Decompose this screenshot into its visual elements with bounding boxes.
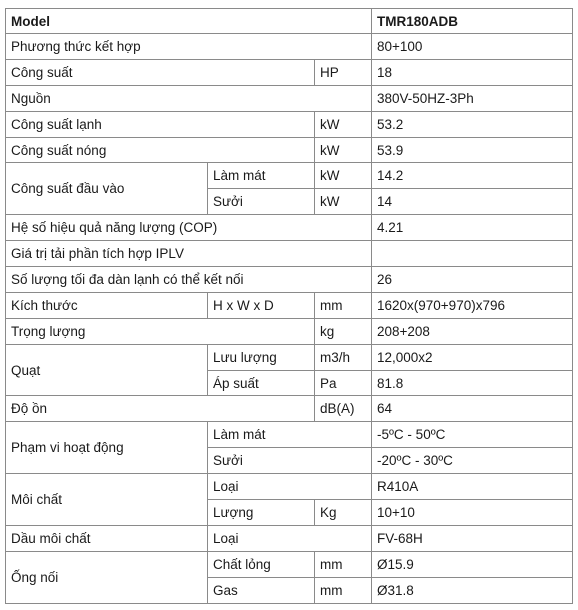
model-label: Model <box>6 9 372 34</box>
table-row <box>6 474 573 500</box>
table-row <box>6 34 573 60</box>
row-value: 14.2 <box>372 163 573 189</box>
row-label: Hệ số hiệu quả năng lượng (COP) <box>6 215 372 241</box>
row-value: 80+100 <box>372 34 573 60</box>
row-label: Nguồn <box>6 85 372 111</box>
table-row <box>6 551 573 577</box>
row-value: 1620x(970+970)x796 <box>372 292 573 318</box>
table-row <box>6 396 573 422</box>
row-value: 4.21 <box>372 215 573 241</box>
row-sublabel: Sưởi <box>208 189 315 215</box>
table-row <box>6 85 573 111</box>
table-row <box>6 292 573 318</box>
row-label: Quạt <box>6 344 208 396</box>
table-row <box>6 215 573 241</box>
row-label: Giá trị tải phần tích hợp IPLV <box>6 241 372 267</box>
row-sublabel: Loại <box>208 474 372 500</box>
row-value: -20ºC - 30ºC <box>372 448 573 474</box>
table-row <box>6 241 573 267</box>
row-unit: dB(A) <box>315 396 372 422</box>
table-row <box>6 137 573 163</box>
row-label: Công suất <box>6 59 315 85</box>
row-sublabel: Gas <box>208 577 315 603</box>
row-value: R410A <box>372 474 573 500</box>
row-label: Trọng lượng <box>6 318 315 344</box>
spec-table <box>5 8 573 604</box>
row-unit: mm <box>315 577 372 603</box>
row-unit: Kg <box>315 500 372 526</box>
table-header-row <box>6 9 573 34</box>
row-label: Công suất nóng <box>6 137 315 163</box>
row-sublabel: Lượng <box>208 500 315 526</box>
row-sublabel: Làm mát <box>208 163 315 189</box>
row-value: 18 <box>372 59 573 85</box>
row-unit: kW <box>315 189 372 215</box>
row-value: 10+10 <box>372 500 573 526</box>
row-unit: HP <box>315 59 372 85</box>
model-value: TMR180ADB <box>372 9 573 34</box>
row-value: Ø31.8 <box>372 577 573 603</box>
row-label: Công suất lạnh <box>6 111 315 137</box>
row-label: Ống nối <box>6 551 208 603</box>
table-row <box>6 59 573 85</box>
row-value: Ø15.9 <box>372 551 573 577</box>
row-unit: kW <box>315 163 372 189</box>
row-value: 26 <box>372 267 573 293</box>
row-unit: kW <box>315 137 372 163</box>
row-value: 12,000x2 <box>372 344 573 370</box>
table-row <box>6 525 573 551</box>
row-value: 53.9 <box>372 137 573 163</box>
table-row <box>6 163 573 189</box>
row-unit: kW <box>315 111 372 137</box>
row-unit: mm <box>315 551 372 577</box>
table-row <box>6 267 573 293</box>
row-value: 380V-50HZ-3Ph <box>372 85 573 111</box>
table-row <box>6 422 573 448</box>
row-sublabel: Làm mát <box>208 422 372 448</box>
table-row <box>6 344 573 370</box>
table-row <box>6 111 573 137</box>
row-label: Độ ồn <box>6 396 315 422</box>
row-unit: mm <box>315 292 372 318</box>
row-value: FV-68H <box>372 525 573 551</box>
row-value: 81.8 <box>372 370 573 396</box>
row-label: Phạm vi hoạt động <box>6 422 208 474</box>
row-sublabel: Chất lỏng <box>208 551 315 577</box>
row-unit: kg <box>315 318 372 344</box>
row-label: Số lượng tối đa dàn lạnh có thể kết nối <box>6 267 372 293</box>
row-value: 64 <box>372 396 573 422</box>
row-label: Kích thước <box>6 292 208 318</box>
row-sublabel: H x W x D <box>208 292 315 318</box>
row-sublabel: Loại <box>208 525 372 551</box>
row-sublabel: Lưu lượng <box>208 344 315 370</box>
table-row <box>6 318 573 344</box>
row-sublabel: Sưởi <box>208 448 372 474</box>
row-label: Môi chất <box>6 474 208 526</box>
row-label: Công suất đầu vào <box>6 163 208 215</box>
row-value: 208+208 <box>372 318 573 344</box>
row-value <box>372 241 573 267</box>
row-unit: Pa <box>315 370 372 396</box>
row-label: Dầu môi chất <box>6 525 208 551</box>
row-label: Phương thức kết hợp <box>6 34 372 60</box>
row-value: 14 <box>372 189 573 215</box>
row-unit: m3/h <box>315 344 372 370</box>
row-value: 53.2 <box>372 111 573 137</box>
row-sublabel: Áp suất <box>208 370 315 396</box>
row-value: -5ºC - 50ºC <box>372 422 573 448</box>
